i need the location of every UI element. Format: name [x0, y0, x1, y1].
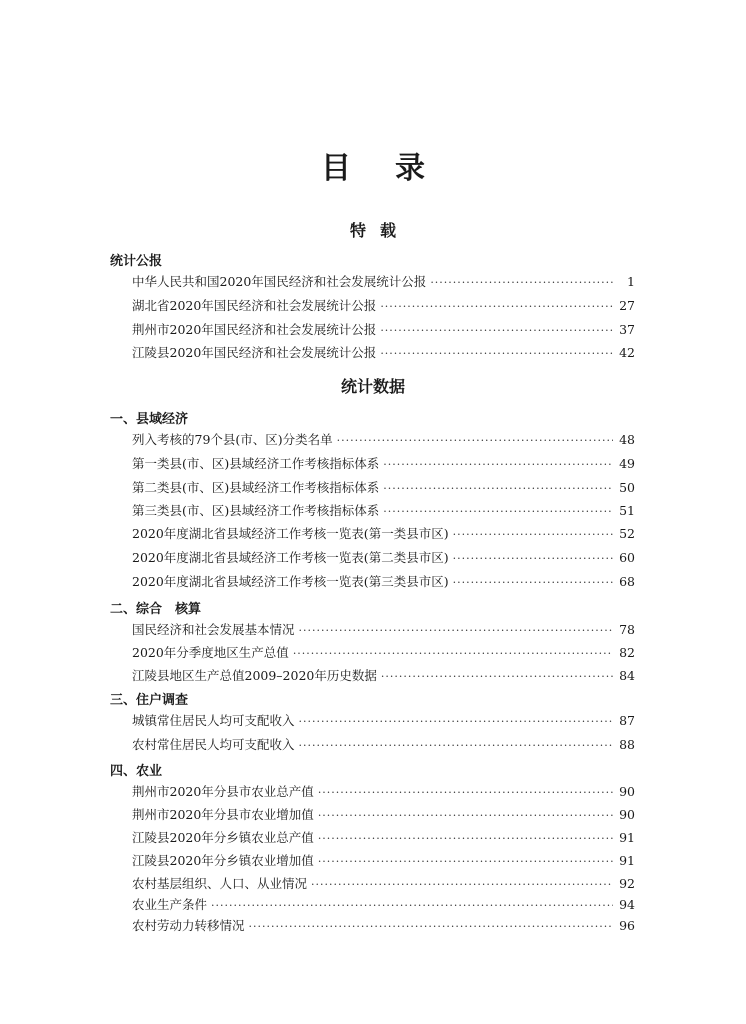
toc-entry-page: 91 — [619, 853, 635, 868]
toc-entry-page: 37 — [619, 322, 635, 337]
toc-entry[interactable] — [132, 572, 635, 592]
toc-entry-page: 92 — [619, 876, 635, 891]
toc-entry-label: 第一类县(市、区)县域经济工作考核指标体系 — [132, 456, 380, 471]
toc-entry-label: 荆州市2020年国民经济和社会发展统计公报 — [132, 322, 377, 337]
dot-leader — [383, 482, 613, 495]
toc-entry[interactable] — [132, 620, 635, 640]
dot-leader — [318, 786, 613, 799]
dot-leader — [318, 809, 613, 822]
toc-entry[interactable] — [132, 272, 635, 292]
toc-entry[interactable] — [132, 548, 635, 568]
toc-entry-page: 52 — [619, 526, 635, 541]
part-heading-statistics: 统计数据 — [340, 377, 405, 396]
toc-entry-label: 荆州市2020年分县市农业增加值 — [132, 807, 314, 822]
dot-leader — [380, 324, 613, 337]
dot-leader — [380, 300, 613, 313]
toc-entry-page: 87 — [619, 713, 635, 728]
toc-entry[interactable] — [132, 666, 635, 686]
toc-entry-label: 城镇常住居民人均可支配收入 — [132, 713, 295, 728]
section-title-county-economy: 一、县域经济 — [110, 412, 189, 427]
toc-entry[interactable] — [132, 643, 635, 663]
dot-leader — [318, 832, 613, 845]
toc-entry[interactable] — [132, 735, 635, 755]
dot-leader — [453, 552, 613, 565]
dot-leader — [249, 920, 613, 933]
toc-entry-label: 江陵县2020年分乡镇农业总产值 — [132, 830, 314, 845]
dot-leader — [337, 434, 613, 447]
toc-entry-label: 江陵县2020年国民经济和社会发展统计公报 — [132, 345, 377, 360]
dot-leader — [453, 528, 613, 541]
toc-entry[interactable] — [132, 916, 635, 936]
toc-entry[interactable] — [132, 296, 635, 316]
toc-entry[interactable] — [132, 828, 635, 848]
toc-entry-page: 90 — [619, 807, 635, 822]
dot-leader — [299, 739, 613, 752]
toc-entry-page: 48 — [619, 432, 635, 447]
dot-leader — [299, 715, 613, 728]
toc-entry-page: 27 — [619, 298, 635, 313]
toc-entry-label: 2020年度湖北省县域经济工作考核一览表(第二类县市区) — [132, 550, 449, 565]
dot-leader — [383, 458, 613, 471]
toc-entry[interactable] — [132, 711, 635, 731]
toc-entry-label: 国民经济和社会发展基本情况 — [132, 622, 295, 637]
toc-entry[interactable] — [132, 430, 635, 450]
toc-entry[interactable] — [132, 851, 635, 871]
toc-entry[interactable] — [132, 524, 635, 544]
toc-entry[interactable] — [132, 454, 635, 474]
dot-leader — [311, 878, 613, 891]
toc-entry-label: 江陵县地区生产总值2009–2020年历史数据 — [132, 668, 377, 683]
toc-entry-label: 农村常住居民人均可支配收入 — [132, 737, 295, 752]
toc-entry-label: 农村基层组织、人口、从业情况 — [132, 876, 308, 891]
part-heading-special: 特载 — [349, 221, 410, 240]
toc-entry-page: 91 — [619, 830, 635, 845]
section-title-agriculture: 四、农业 — [110, 764, 163, 779]
toc-entry-page: 51 — [619, 503, 635, 518]
toc-entry[interactable] — [132, 478, 635, 498]
toc-entry-page: 90 — [619, 784, 635, 799]
toc-entry[interactable] — [132, 782, 635, 802]
toc-entry-label: 江陵县2020年分乡镇农业增加值 — [132, 853, 314, 868]
toc-entry-page: 1 — [627, 274, 635, 289]
dot-leader — [383, 505, 613, 518]
toc-entry-page: 94 — [619, 897, 635, 912]
toc-entry-page: 49 — [619, 456, 635, 471]
toc-entry-label: 第三类县(市、区)县域经济工作考核指标体系 — [132, 503, 380, 518]
toc-entry-label: 农村劳动力转移情况 — [132, 918, 245, 933]
toc-entry[interactable] — [132, 343, 635, 363]
dot-leader — [453, 576, 613, 589]
toc-entry[interactable] — [132, 501, 635, 521]
toc-entry[interactable] — [132, 805, 635, 825]
dot-leader — [430, 276, 613, 289]
toc-entry-page: 96 — [619, 918, 635, 933]
page-title: 目录 — [321, 151, 469, 186]
toc-entry-page: 84 — [619, 668, 635, 683]
toc-entry[interactable] — [132, 320, 635, 340]
toc-entry-label: 荆州市2020年分县市农业总产值 — [132, 784, 314, 799]
toc-entry-label: 2020年分季度地区生产总值 — [132, 645, 289, 660]
section-title-household-survey: 三、住户调查 — [110, 693, 189, 708]
toc-entry-label: 湖北省2020年国民经济和社会发展统计公报 — [132, 298, 377, 313]
toc-entry-page: 42 — [619, 345, 635, 360]
dot-leader — [381, 670, 613, 683]
toc-entry-page: 50 — [619, 480, 635, 495]
toc-entry[interactable] — [132, 874, 635, 894]
toc-entry-label: 2020年度湖北省县域经济工作考核一览表(第一类县市区) — [132, 526, 449, 541]
toc-entry-label: 农业生产条件 — [132, 897, 208, 912]
section-title-bulletin: 统计公报 — [110, 254, 163, 269]
toc-entry-label: 第二类县(市、区)县域经济工作考核指标体系 — [132, 480, 380, 495]
toc-entry[interactable] — [132, 895, 635, 915]
dot-leader — [318, 855, 613, 868]
dot-leader — [211, 899, 613, 912]
toc-entry-label: 中华人民共和国2020年国民经济和社会发展统计公报 — [132, 274, 427, 289]
section-title-accounting: 二、综合 核算 — [110, 602, 202, 617]
dot-leader — [299, 624, 613, 637]
dot-leader — [380, 347, 613, 360]
dot-leader — [293, 647, 613, 660]
toc-entry-label: 列入考核的79个县(市、区)分类名单 — [132, 432, 333, 447]
toc-entry-page: 60 — [619, 550, 635, 565]
toc-entry-page: 68 — [619, 574, 635, 589]
toc-entry-page: 88 — [619, 737, 635, 752]
toc-entry-label: 2020年度湖北省县域经济工作考核一览表(第三类县市区) — [132, 574, 449, 589]
toc-entry-page: 78 — [619, 622, 635, 637]
toc-entry-page: 82 — [619, 645, 635, 660]
